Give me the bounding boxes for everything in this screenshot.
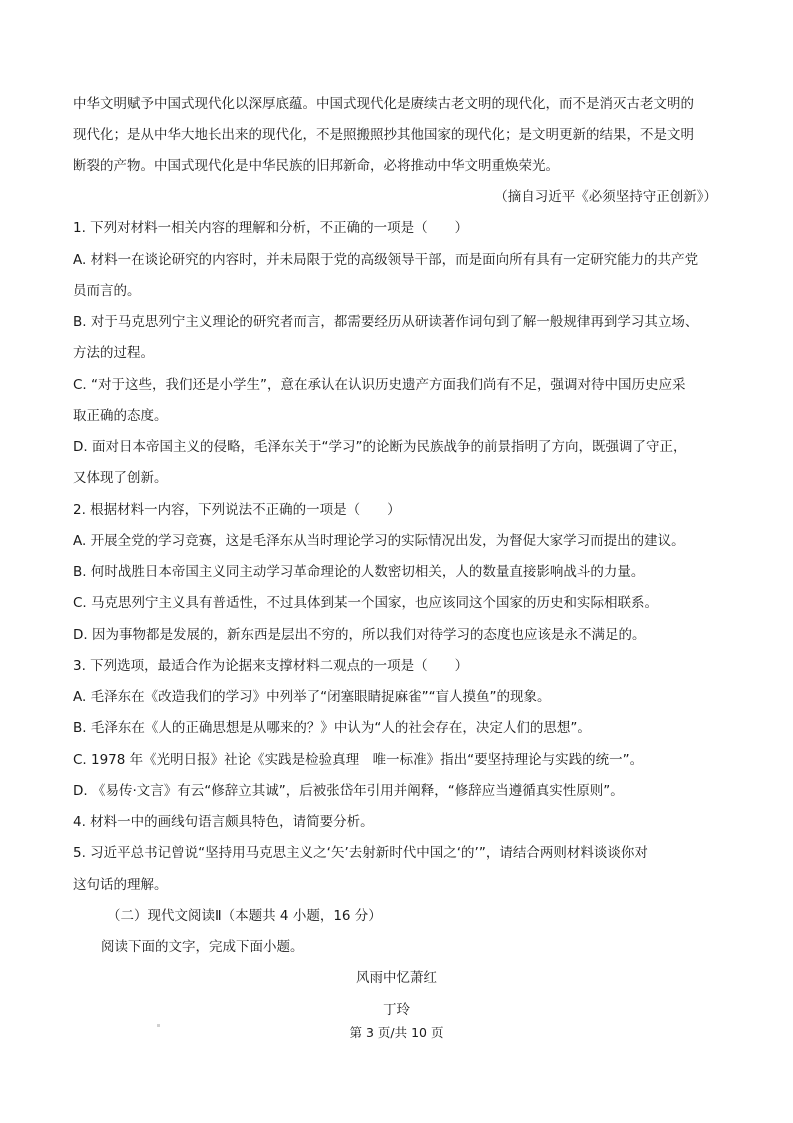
passage-title: 风雨中忆萧红 [356,970,437,986]
section-heading: （二）现代文阅读Ⅱ（本题共 4 小题，16 分） [107,908,382,924]
q2-option-a: A. 开展全党的学习竞赛，这是毛泽东从当时理论学习的实际情况出发，为督促大家学习而提出的建议。 [73,533,685,549]
question-3-stem: 3. 下列选项，最适合作为论据来支撑材料二观点的一项是（ ） [73,658,469,674]
passage-author: 丁玲 [383,1002,410,1018]
page-number-footer: 第 3 页/共 10 页 [349,1025,444,1040]
q1-option-d-line-1: D. 面对日本帝国主义的侵略，毛泽东关于“学习”的论断为民族战争的前景指明了方向，既强调了守正， [73,439,687,455]
q1-option-b-line-2: 方法的过程。 [73,345,154,361]
q2-option-c: C. 马克思列宁主义具有普适性，不过具体到某一个国家，也应该同这个国家的历史和实际相联系。 [73,595,659,611]
intro-line-2: 现代化；是从中华大地长出来的现代化，不是照搬照抄其他国家的现代化；是文明更新的结果，不是文明 [73,127,694,143]
q3-option-c: C. 1978 年《光明日报》社论《实践是检验真理 唯一标准》指出“要坚持理论与实践的统一”。 [73,752,644,768]
q1-option-b-line-1: B. 对于马克思列宁主义理论的研究者而言，都需要经历从研读著作词句到了解一般规律再到学习其立场、 [73,314,699,330]
intro-line-1: 中华文明赋予中国式现代化以深厚底蕴。中国式现代化是赓续古老文明的现代化，而不是消灭古老文明的 [73,96,694,112]
q2-option-b: B. 何时战胜日本帝国主义同主动学习革命理论的人数密切相关，人的数量直接影响战斗的力量。 [73,564,645,580]
source-citation: （摘自习近平《必须坚持守正创新》） [494,189,717,205]
q1-option-c-line-2: 取正确的态度。 [73,408,168,424]
question-4-stem: 4. 材料一中的画线句语言颇具特色，请简要分析。 [73,814,374,830]
question-1-stem: 1. 下列对材料一相关内容的理解和分析，不正确的一项是（ ） [73,220,469,236]
q3-option-b: B. 毛泽东在《人的正确思想是从哪来的？》中认为“人的社会存在，决定人们的思想”。 [73,720,591,736]
intro-line-3: 断裂的产物。中国式现代化是中华民族的旧邦新命，必将推动中华文明重焕荣光。 [73,158,559,174]
q3-option-d: D. 《易传·文言》有云“修辞立其诚”，后被张岱年引用并阐释，“修辞应当遵循真实性原则”。 [73,783,624,799]
question-5-line-1: 5. 习近平总书记曾说“坚持用马克思主义之‘矢’去射新时代中国之‘的’”，请结合两则材料谈谈你对 [73,845,648,861]
q1-option-d-line-2: 又体现了创新。 [73,470,168,486]
q1-option-a-line-1: A. 材料一在谈论研究的内容时，并未局限于党的高级领导干部，而是面向所有具有一定研究能力的共产党 [73,252,699,268]
reading-instruction: 阅读下面的文字，完成下面小题。 [101,939,304,955]
question-5-line-2: 这句话的理解。 [73,877,168,893]
q2-option-d: D. 因为事物都是发展的，新东西是层出不穷的，所以我们对待学习的态度也应该是永不满足的。 [73,627,646,643]
question-2-stem: 2. 根据材料一内容，下列说法不正确的一项是（ ） [73,502,401,518]
q1-option-c-line-1: C. “对于这些，我们还是小学生”，意在承认在认识历史遗产方面我们尚有不足，强调对待中国历史应采 [73,377,686,393]
q1-option-a-line-2: 员而言的。 [73,283,141,299]
q3-option-a: A. 毛泽东在《改造我们的学习》中列举了“闭塞眼睛捉麻雀”“盲人摸鱼”的现象。 [73,689,551,705]
